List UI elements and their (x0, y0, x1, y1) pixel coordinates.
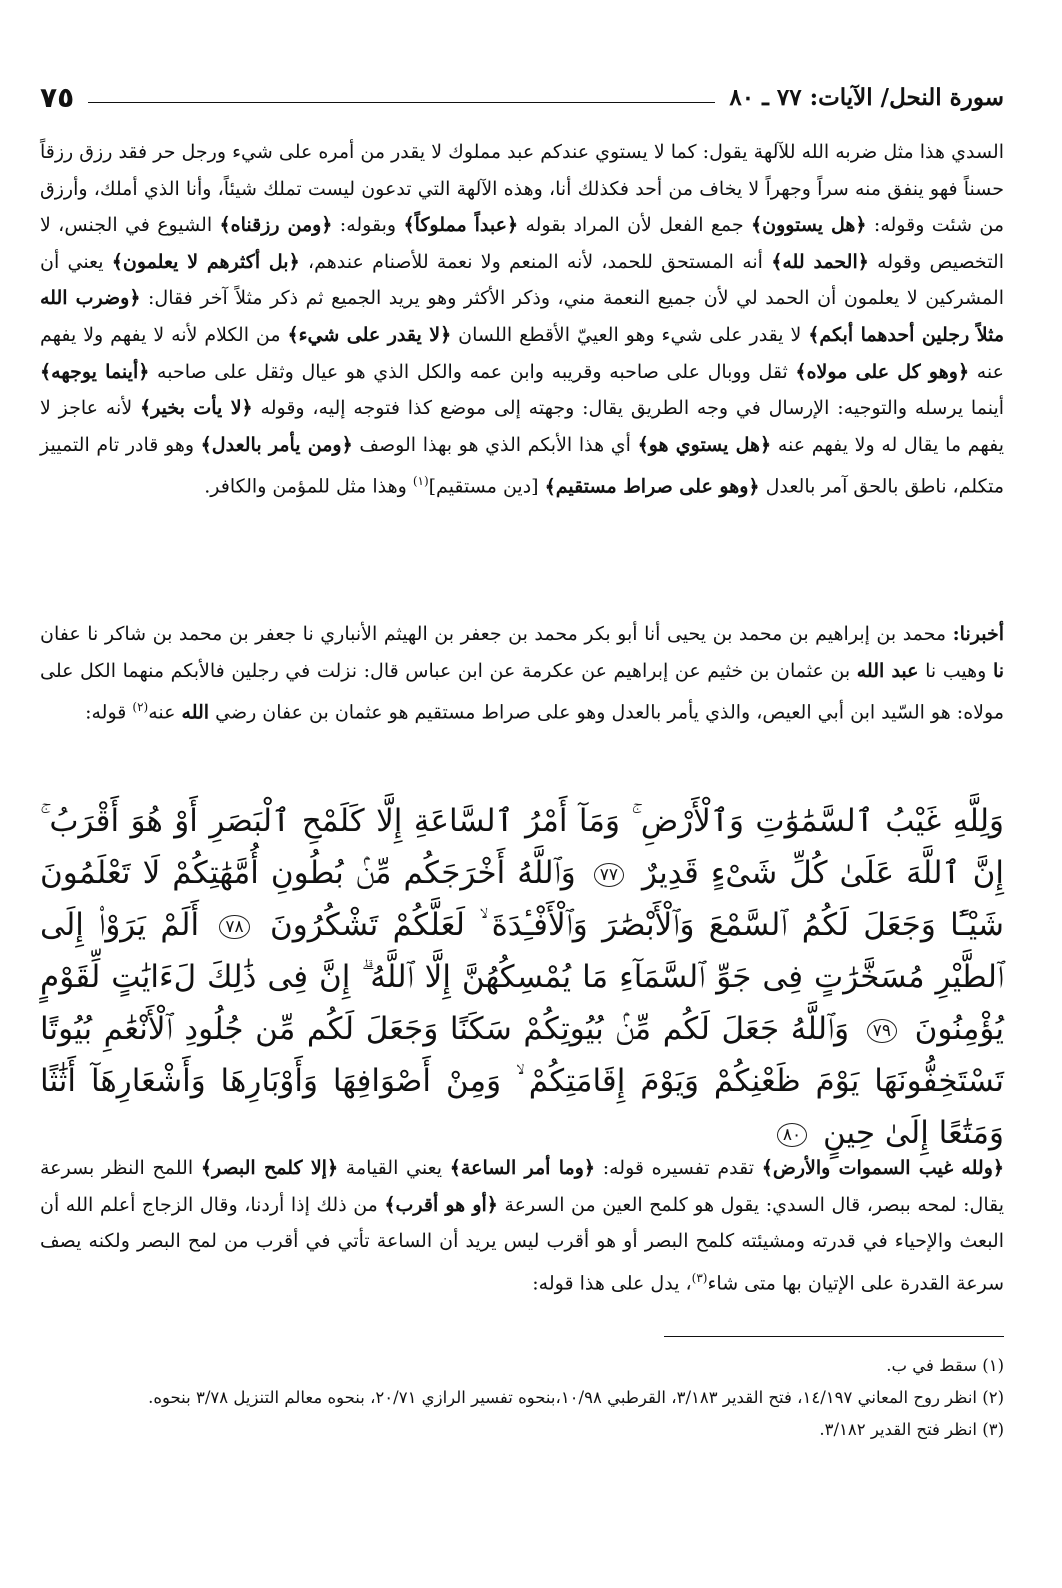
text-run: الشيوع في الجنس، لا التخصيص وقوله (40, 214, 1004, 273)
text-run: لا يقدر على شيء وهو العييّ الأقطع اللسان (458, 323, 802, 346)
header-rule (88, 102, 715, 103)
bold-word: نا (992, 659, 1005, 682)
text-run: وهيب نا (925, 659, 987, 682)
quoted-phrase: ﴿ إلا كلمح البصر ﴾ (201, 1157, 338, 1179)
lead-word: أخبرنا: (952, 623, 1004, 645)
text-run: جمع الفعل لأن المراد بقوله (525, 214, 744, 237)
text-run: ثقل ووبال على صاحبه وقريبه وابن عمه والكل الذي هو عيال وثقل على صاحبه (157, 360, 788, 383)
quoted-phrase: ﴿ ومن يأمر بالعدل ﴾ (201, 434, 353, 456)
text-run: اللمح النظر بسرعة يقال: لمحه ببصر، قال السدي: يقول هو كلمح العين من السرعة (40, 1157, 1005, 1216)
bold-word: عبد الله (856, 659, 919, 682)
page-number: ٧٥ (40, 80, 75, 114)
quoted-phrase: ﴿ لا يأت بخير ﴾ (140, 397, 253, 419)
quoted-phrase: ﴿ بل أكثرهم لا يعلمون ﴾ (112, 251, 300, 273)
quoted-phrase: ﴿ أينما يوجهه ﴾ (40, 361, 149, 383)
verse-number-marker: ٧٧ (594, 863, 624, 887)
text-run: ، يدل على هذا قوله: (532, 1272, 692, 1295)
quoted-phrase: ﴿ الحمد لله ﴾ (771, 251, 869, 273)
quoted-phrase: ﴿ عبداً مملوكاً ﴾ (403, 214, 518, 236)
verse-80: وَٱللَّهُ جَعَلَ لَكُم مِّنۢ بُيُوتِكُمْ سَكَنًا وَجَعَلَ لَكُم مِّن جُلُودِ ٱلْأَنْعَٰمِ بُيُوتًا تَسْتَخِفُّونَهَا يَوْمَ ظَعْنِكُمْ وَيَوْمَ إِقَامَتِكُمْ ۙ وَمِنْ أَصْوَافِهَا وَأَوْبَارِهَا وَأَشْعَارِهَآ أَثَٰثًا وَمَتَٰعًا إِلَىٰ حِينٍ (40, 1011, 1004, 1151)
hadith-section (40, 616, 1004, 731)
text-run: محمد بن إبراهيم بن محمد بن يحيى أنا أبو بكر محمد بن جعفر بن الهيثم الأنباري نا جعفر بن محمد بن شاكر نا عفان (40, 623, 947, 645)
footnote-ref[interactable]: (١) (412, 474, 429, 489)
quoted-phrase: ﴿ وهو كل على مولاه ﴾ (795, 361, 969, 383)
verse-79: أَلَمْ يَرَوْا۟ إِلَى ٱلطَّيْرِ مُسَخَّرَٰتٍ فِى جَوِّ ٱلسَّمَآءِ مَا يُمْسِكُهُنَّ إِلَّا ٱللَّهُ ۗ إِنَّ فِى ذَٰلِكَ لَءَايَٰتٍ لِّقَوْمٍ يُؤْمِنُونَ (40, 907, 1004, 1047)
isnad-paragraph (40, 616, 1004, 731)
bold-word: الله (181, 701, 210, 724)
commentary-paragraph (40, 134, 1004, 505)
text-run: وهو قادر تام التمييز متكلم، ناطق بالحق آمر بالعدل (40, 433, 1004, 498)
verse-78: وَٱللَّهُ أَخْرَجَكُم مِّنۢ بُطُونِ أُمَّهَٰتِكُمْ لَا تَعْلَمُونَ شَيْـًٔا وَجَعَلَ لَكُمُ ٱلسَّمْعَ وَٱلْأَبْصَٰرَ وَٱلْأَفْـِٔدَةَ ۙ لَعَلَّكُمْ تَشْكُرُونَ (40, 855, 1004, 943)
text-run: السدي هذا مثل ضربه الله للآلهة يقول: كما لا يستوي عندكم عبد مملوك لا يقدر من أمره على شيء ورجل حر فقد رزق رزقاً حسناً فهو ينفق منه سراً وجهراً لا يخاف من أحد فكذلك أنا، وهذه الآلهة التي تدعون ليست تملك شيئاً، وأنا الذي أملك، وأرزق من شئت وقوله: (40, 141, 1005, 237)
footnote-ref[interactable]: (٢) (132, 700, 149, 715)
footnote-ref[interactable]: (٣) (691, 1270, 708, 1285)
quoted-phrase: ﴿ ومن رزقناه ﴾ (220, 214, 333, 236)
verse-77: وَلِلَّهِ غَيْبُ ٱلسَّمَٰوَٰتِ وَٱلْأَرْضِ ۚ وَمَآ أَمْرُ ٱلسَّاعَةِ إِلَّا كَلَمْحِ ٱلْبَصَرِ أَوْ هُوَ أَقْرَبُ ۚ إِنَّ ٱللَّهَ عَلَىٰ كُلِّ شَىْءٍ قَدِيرٌ (40, 803, 1004, 891)
verse-number-marker: ٧٩ (867, 1019, 897, 1043)
quoted-phrase: ﴿ هل يستوون ﴾ (751, 214, 867, 236)
footnote-separator (664, 1336, 1004, 1337)
quoted-phrase: ﴿ أو هو أقرب ﴾ (384, 1194, 498, 1216)
text-run: يعني القيامة (345, 1157, 443, 1179)
quoted-phrase: ﴿ ولله غيب السموات والأرض ﴾ (762, 1157, 1004, 1179)
footnote-2: (٢) انظر روح المعاني ١٤/١٩٧، فتح القدير ٣/١٨٣، القرطبي ١٠/٩٨،بنحوه تفسير الرازي ٢٠/٧١، بنحوه معالم التنزيل ٣/٧٨ بنحوه. (148, 1388, 1004, 1407)
text-run: وهذا مثل للمؤمن والكافر. (204, 475, 407, 498)
quoted-phrase: ﴿ هل يستوي هو ﴾ (638, 434, 772, 456)
header-title: سورة النحل/ الآيات: ٧٧ ـ ٨٠ (729, 83, 1004, 111)
text-run: [دين مستقيم] (428, 475, 539, 498)
text-run: عنه (148, 701, 176, 724)
footnotes (40, 1352, 1004, 1448)
footnote-3: (٣) انظر فتح القدير ٣/١٨٢. (819, 1420, 1004, 1439)
verse-number-marker: ٨٠ (777, 1123, 807, 1147)
text-run: أينما يرسله والتوجيه: الإرسال في وجه الطريق يقال: وجهته إلى موضع كذا فتوجه إليه، وقوله (260, 397, 1005, 420)
commentary-section-1 (40, 134, 1004, 505)
text-run: يعني أن المشركين لا يعلمون أن الحمد لي لأن جميع النعمة مني، وذكر الأكثر وهو يريد الجميع ثم ذكر مثلاً آخر فقال: (40, 250, 1004, 310)
commentary-section-2 (40, 1150, 1004, 1302)
quoted-phrase: ﴿ وما أمر الساعة ﴾ (450, 1157, 595, 1179)
text-run: من ذلك إذا أردنا، وقال الزجاج أعلم الله أن البعث والإحياء في قدرته ومشيئته كلمح البصر أو هو أقرب ليس يريد أن الساعة تأتي في أقرب من لمح البصر ولكنه يصف سرعة القدرة على الإتيان بها متى شاء (40, 1193, 1004, 1295)
text-run: أنه المستحق للحمد، لأنه المنعم ولا نعمة للأصنام عندهم، (308, 250, 763, 273)
text-run: من الكلام لأنه لا يفهم ولا يفهم عنه (40, 323, 1004, 383)
text-run: لأنه عاجز لا يفهم ما يقال له ولا يفهم عنه (40, 397, 1004, 456)
text-run: وبقوله: (339, 214, 397, 237)
quoted-phrase: ﴿ لا يقدر على شيء ﴾ (287, 324, 451, 346)
text-run: بن عثمان بن خثيم عن إبراهيم عن عكرمة عن ابن عباس قال: نزلت في رجلين فالأبكم منهما الكل على مولاه: هو السّيد ابن أبي العيص، والذي يأمر بالعدل وهو على صراط مستقيم هو عثمان بن عفان رضي (40, 659, 1004, 724)
verse-number-marker: ٧٨ (219, 915, 249, 939)
commentary-paragraph (40, 1150, 1004, 1302)
quoted-phrase: ﴿ وهو على صراط مستقيم ﴾ (545, 476, 760, 498)
quran-verses (40, 795, 1004, 1159)
quoted-phrase: ﴿ وضرب الله مثلاً رجلين أحدهما أبكم ﴾ (40, 287, 1004, 346)
text-run: أي هذا الأبكم الذي هو بهذا الوصف (359, 433, 631, 456)
running-header (40, 74, 1004, 120)
text-run: قوله: (85, 701, 127, 724)
text-run: تقدم تفسيره قوله: (602, 1157, 755, 1179)
footnote-1: (١) سقط في ب. (886, 1356, 1004, 1375)
